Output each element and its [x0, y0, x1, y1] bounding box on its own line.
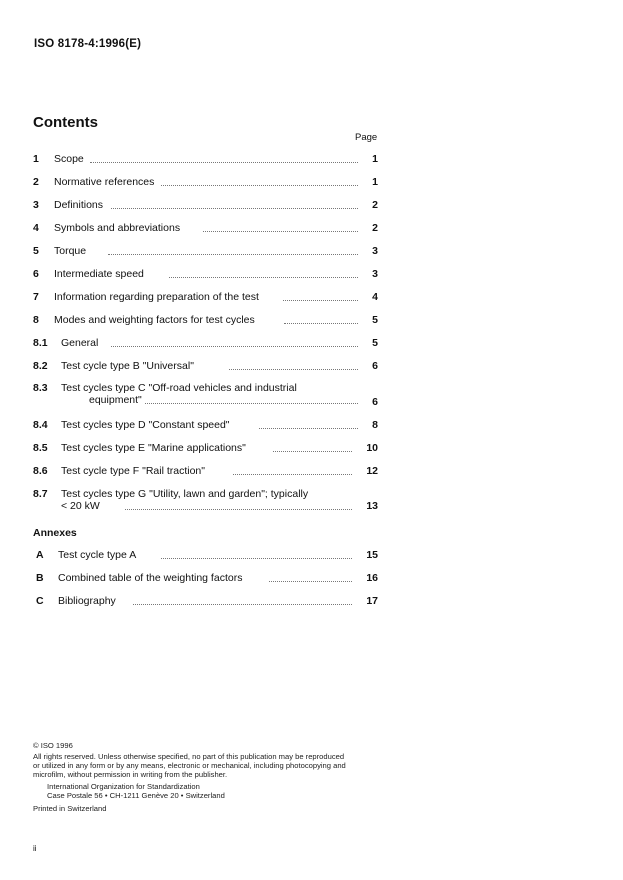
- toc-title: Test cycles type D "Constant speed": [61, 419, 230, 431]
- toc-number: 8.6: [33, 465, 48, 477]
- toc-entry-8-3[interactable]: [33, 382, 378, 406]
- toc-number: 8.2: [33, 360, 48, 372]
- toc-number: 3: [33, 199, 39, 211]
- annex-page: 17: [366, 595, 378, 607]
- leader-dots: [90, 162, 358, 163]
- leader-dots: [161, 185, 358, 186]
- toc-number: 2: [33, 176, 39, 188]
- rights-statement-2: or utilized in any form or by any means, electronic or mechanical, including photocopying and: [33, 761, 346, 770]
- leader-dots: [273, 451, 352, 452]
- leader-dots: [259, 428, 358, 429]
- toc-page: 1: [372, 176, 378, 188]
- copyright-line: © ISO 1996: [33, 741, 73, 750]
- leader-dots: [111, 208, 358, 209]
- toc-title: Scope: [54, 153, 84, 165]
- leader-dots: [145, 403, 358, 404]
- rights-statement-1: All rights reserved. Unless otherwise specified, no part of this publication may be reproduced: [33, 752, 345, 761]
- annex-letter: C: [36, 595, 44, 607]
- leader-dots: [133, 604, 352, 605]
- toc-number: 7: [33, 291, 39, 303]
- toc-title: General: [61, 337, 99, 349]
- toc-number: 6: [33, 268, 39, 280]
- page-column-label: Page: [355, 132, 378, 143]
- toc-title: Normative references: [54, 176, 155, 188]
- annex-title: Bibliography: [58, 595, 116, 607]
- toc-number: 8.1: [33, 337, 48, 349]
- annex-letter: A: [36, 549, 44, 561]
- toc-number: 8.7: [33, 488, 48, 500]
- toc-title: Test cycle type F "Rail traction": [61, 465, 206, 477]
- organization-name: International Organization for Standardization: [47, 782, 200, 791]
- toc-title: Test cycles type E "Marine applications": [61, 442, 246, 454]
- toc-page: 5: [372, 337, 378, 349]
- toc-page: 10: [366, 442, 378, 454]
- document-id: ISO 8178-4:1996(E): [34, 38, 142, 50]
- leader-dots: [125, 509, 352, 510]
- leader-dots: [169, 277, 358, 278]
- toc-page: 6: [372, 396, 378, 408]
- rights-statement-3: microfilm, without permission in writing from the publisher.: [33, 770, 228, 779]
- toc-number: 8: [33, 314, 39, 326]
- leader-dots: [269, 581, 352, 582]
- leader-dots: [108, 254, 358, 255]
- toc-title-continuation: equipment": [89, 394, 142, 406]
- toc-number: 8.5: [33, 442, 48, 454]
- toc-page: 3: [372, 245, 378, 257]
- toc-page: 13: [366, 500, 378, 512]
- toc-page: 5: [372, 314, 378, 326]
- toc-number: 1: [33, 153, 39, 165]
- toc-title: Test cycles type G "Utility, lawn and garden"; typically: [61, 488, 309, 500]
- leader-dots: [203, 231, 358, 232]
- toc-title: Test cycle type B "Universal": [61, 360, 194, 372]
- annex-title: Test cycle type A: [58, 549, 137, 561]
- toc-title: Definitions: [54, 199, 104, 211]
- leader-dots: [161, 558, 352, 559]
- leader-dots: [283, 300, 358, 301]
- toc-page: 12: [366, 465, 378, 477]
- toc-number: 4: [33, 222, 39, 234]
- toc-title-continuation: < 20 kW: [61, 500, 100, 512]
- leader-dots: [233, 474, 352, 475]
- toc-page: 4: [372, 291, 378, 303]
- printed-in: Printed in Switzerland: [33, 804, 107, 813]
- toc-page: 2: [372, 199, 378, 211]
- annex-page: 16: [366, 572, 378, 584]
- annex-page: 15: [366, 549, 378, 561]
- toc-title: Information regarding preparation of the test: [54, 291, 259, 303]
- toc-page: 6: [372, 360, 378, 372]
- annexes-heading: Annexes: [33, 527, 77, 539]
- toc-number: 8.4: [33, 419, 48, 431]
- toc-page: 3: [372, 268, 378, 280]
- organization-address: Case Postale 56 • CH-1211 Genève 20 • Switzerland: [47, 791, 225, 800]
- annex-letter: B: [36, 572, 44, 584]
- leader-dots: [229, 369, 358, 370]
- toc-page: 1: [372, 153, 378, 165]
- toc-title: Symbols and abbreviations: [54, 222, 181, 234]
- toc-title: Intermediate speed: [54, 268, 144, 280]
- toc-title: Test cycles type C "Off-road vehicles and industrial: [61, 382, 297, 394]
- toc-entry-8-7[interactable]: [33, 488, 378, 512]
- toc-page: 8: [372, 419, 378, 431]
- contents-heading: Contents: [33, 114, 98, 131]
- leader-dots: [111, 346, 358, 347]
- toc-number: 8.3: [33, 382, 48, 394]
- page-number: ii: [33, 844, 37, 853]
- annex-title: Combined table of the weighting factors: [58, 572, 243, 584]
- toc-title: Modes and weighting factors for test cycles: [54, 314, 255, 326]
- leader-dots: [284, 323, 358, 324]
- toc-page: 2: [372, 222, 378, 234]
- toc-title: Torque: [54, 245, 87, 257]
- toc-number: 5: [33, 245, 39, 257]
